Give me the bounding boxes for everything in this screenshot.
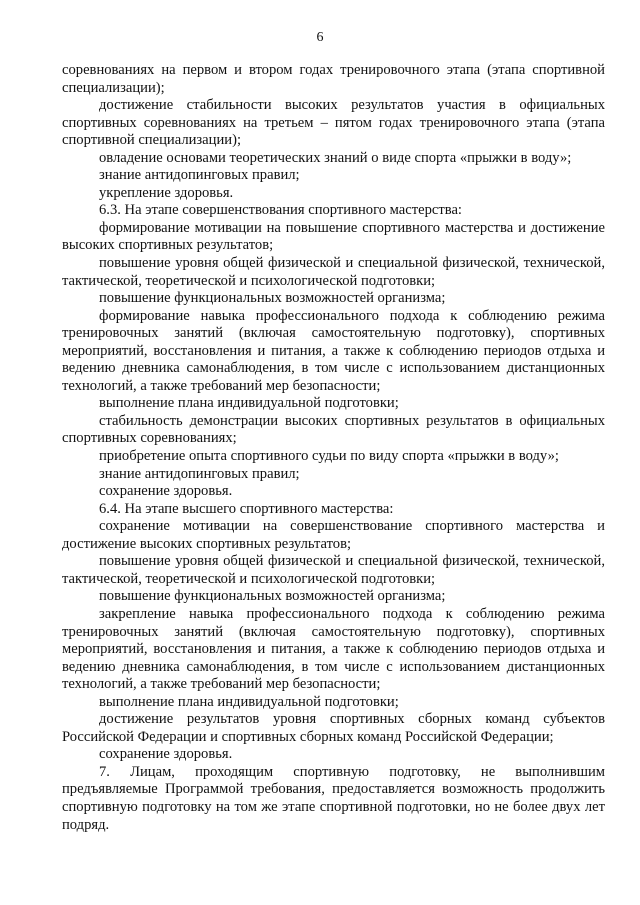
paragraph: достижение стабильности высоких результатов участия в официальных спортивных соревнованиях на третьем – пятом годах тренировочного этапа (этапа спортивной специализации);	[62, 97, 605, 149]
paragraph: приобретение опыта спортивного судьи по виду спорта «прыжки в воду»;	[99, 448, 559, 465]
paragraph: 7. Лицам, проходящим спортивную подготовку, не выполнившим предъявляемые Программой требования, предоставляется возможность продолжить спортивную подготовку на том же этапе спортивной подготовки, но не более двух лет подряд.	[62, 763, 605, 833]
paragraph: овладение основами теоретических знаний о виде спорта «прыжки в воду»;	[99, 149, 572, 166]
paragraph: знание антидопинговых правил;	[99, 167, 300, 184]
paragraph: выполнение плана индивидуальной подготовки;	[99, 395, 399, 412]
paragraph: сохранение мотивации на совершенствование спортивного мастерства и достижение высоких спортивных результатов;	[62, 518, 605, 552]
paragraph: укрепление здоровья.	[99, 184, 234, 201]
paragraph: знание антидопинговых правил;	[99, 465, 300, 482]
paragraph: повышение уровня общей физической и специальной физической, технической, тактической, теоретической и психологической подготовки;	[62, 255, 605, 289]
paragraph: сохранение здоровья.	[99, 746, 233, 763]
paragraph: формирование навыка профессионального подхода к соблюдению режима тренировочных занятий (включая самостоятельную подготовку), спортивных мероприятий, восстановления и питания, а также к соблюдению периодов отдыха и ведению дневника самонаблюдения, в том числе с использованием дистанционных технологий, а также требований мер безопасности;	[62, 307, 605, 394]
document-body	[62, 62, 605, 834]
paragraph: сохранение здоровья.	[99, 483, 233, 500]
paragraph: закрепление навыка профессионального подхода к соблюдению режима тренировочных занятий (включая самостоятельную подготовку), спортивных мероприятий, восстановления и питания, а также к соблюдению периодов отдыха и ведению дневника самонаблюдения, в том числе с использованием дистанционных технологий, а также требований мер безопасности;	[62, 605, 605, 693]
paragraph: формирование мотивации на повышение спортивного мастерства и достижение высоких спортивных результатов;	[62, 219, 605, 254]
page-number: 6	[316, 30, 324, 45]
paragraph: достижение результатов уровня спортивных сборных команд субъектов Российской Федерации и спортивных сборных команд Российской Федерации;	[62, 711, 605, 745]
paragraph: 6.4. На этапе высшего спортивного мастерства:	[99, 500, 394, 517]
paragraph: повышение функциональных возможностей организма;	[99, 588, 446, 605]
paragraph: 6.3. На этапе совершенствования спортивного мастерства:	[99, 202, 462, 219]
paragraph: выполнение плана индивидуальной подготовки;	[99, 693, 399, 710]
paragraph: повышение функциональных возможностей организма;	[99, 290, 446, 307]
paragraph: стабильность демонстрации высоких спортивных результатов в официальных спортивных соревнованиях;	[62, 412, 605, 447]
paragraph: соревнованиях на первом и втором годах тренировочного этапа (этапа спортивной специализации);	[62, 62, 605, 96]
paragraph: повышение уровня общей физической и специальной физической, технической, тактической, теоретической и психологической подготовки;	[62, 553, 605, 587]
